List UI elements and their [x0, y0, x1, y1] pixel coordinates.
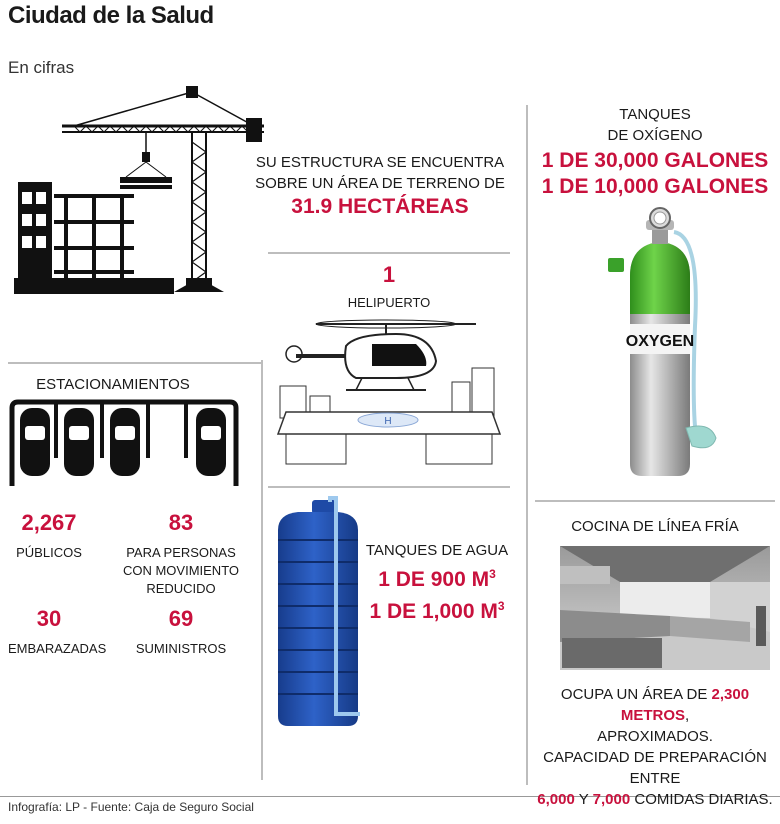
- cocina-meals-min: 6,000: [537, 791, 575, 808]
- helipuerto-count: 1: [382, 262, 396, 287]
- parking-label: PARA PERSONAS CON MOVIMIENTO REDUCIDO: [122, 545, 240, 596]
- agua-label: TANQUES DE AGUA: [365, 542, 509, 559]
- parking-label: PÚBLICOS: [16, 545, 82, 560]
- agua-value2: 1 DE 1,000 M: [369, 600, 498, 623]
- oxygen-cylinder-label: OXYGEN: [625, 333, 695, 350]
- cocina-area-value: 2,300 METROS: [620, 686, 750, 724]
- helicopter-illustration: [276, 316, 502, 466]
- water-tank-illustration: [268, 494, 368, 730]
- cocina-meals-max: 7,000: [592, 791, 631, 808]
- parking-label: SUMINISTROS: [135, 641, 227, 656]
- divider-water-top: [268, 486, 510, 488]
- divider-parking-top: [8, 362, 262, 364]
- cocina-text-block: [530, 684, 780, 810]
- cocina-t1: OCUPA UN ÁREA DE: [560, 686, 712, 703]
- divider-kitchen-top: [535, 500, 775, 502]
- oxigeno-line2: DE OXÍGENO: [607, 127, 703, 144]
- parking-item-publicos: [8, 510, 90, 562]
- cocina-t1-end: ,: [685, 707, 690, 724]
- footer-credit: Infografía: LP - Fuente: Caja de Seguro Social: [8, 800, 254, 814]
- oxigeno-value2: 1 DE 10,000 GALONES: [541, 175, 769, 198]
- oxigeno-line1: TANQUES: [619, 106, 691, 123]
- divider-right: [526, 105, 528, 785]
- parking-label: EMBARAZADAS: [8, 641, 107, 656]
- estacionamientos-title: ESTACIONAMIENTOS: [36, 376, 190, 393]
- agua-unit-sup: 3: [497, 599, 505, 613]
- parking-item-embarazadas: [8, 606, 107, 658]
- cocina-t2: APROXIMADOS.: [597, 728, 713, 745]
- helipuerto-block: [268, 262, 510, 312]
- divider-left: [261, 360, 263, 780]
- helipad-letter: H: [384, 416, 392, 427]
- oxigeno-value1: 1 DE 30,000 GALONES: [541, 149, 769, 172]
- cocina-title: COCINA DE LÍNEA FRÍA: [571, 518, 739, 535]
- agua-block: [362, 540, 512, 625]
- parking-item-movimiento-reducido: [118, 510, 244, 598]
- cocina-t4-end: COMIDAS DIARIAS.: [630, 791, 773, 808]
- oxygen-cylinder-illustration: [600, 206, 760, 478]
- oxigeno-block: [530, 104, 780, 200]
- parking-item-suministros: [118, 606, 244, 658]
- terreno-line1: SU ESTRUCTURA SE ENCUENTRA: [255, 154, 505, 171]
- agua-value1: 1 DE 900 M: [378, 568, 490, 591]
- page-title: Ciudad de la Salud: [8, 2, 214, 29]
- agua-unit-sup: 3: [489, 567, 496, 581]
- cocina-t3: CAPACIDAD DE PREPARACIÓN ENTRE: [543, 749, 767, 787]
- terreno-block: [250, 152, 510, 220]
- parking-value: 30: [36, 606, 62, 631]
- terreno-value: 31.9 HECTÁREAS: [291, 195, 469, 218]
- parking-cars-illustration: [8, 398, 240, 488]
- construction-crane-illustration: [14, 82, 264, 302]
- terreno-line2: SOBRE UN ÁREA DE TERRENO DE: [255, 175, 505, 192]
- kitchen-photo: [560, 546, 770, 670]
- parking-value: 2,267: [21, 510, 77, 535]
- cocina-t4-mid: Y: [574, 791, 593, 808]
- parking-value: 83: [168, 510, 194, 535]
- divider-heli-top: [268, 252, 510, 254]
- parking-value: 69: [168, 606, 194, 631]
- page-subtitle: En cifras: [8, 58, 75, 77]
- helipuerto-label: HELIPUERTO: [347, 295, 431, 310]
